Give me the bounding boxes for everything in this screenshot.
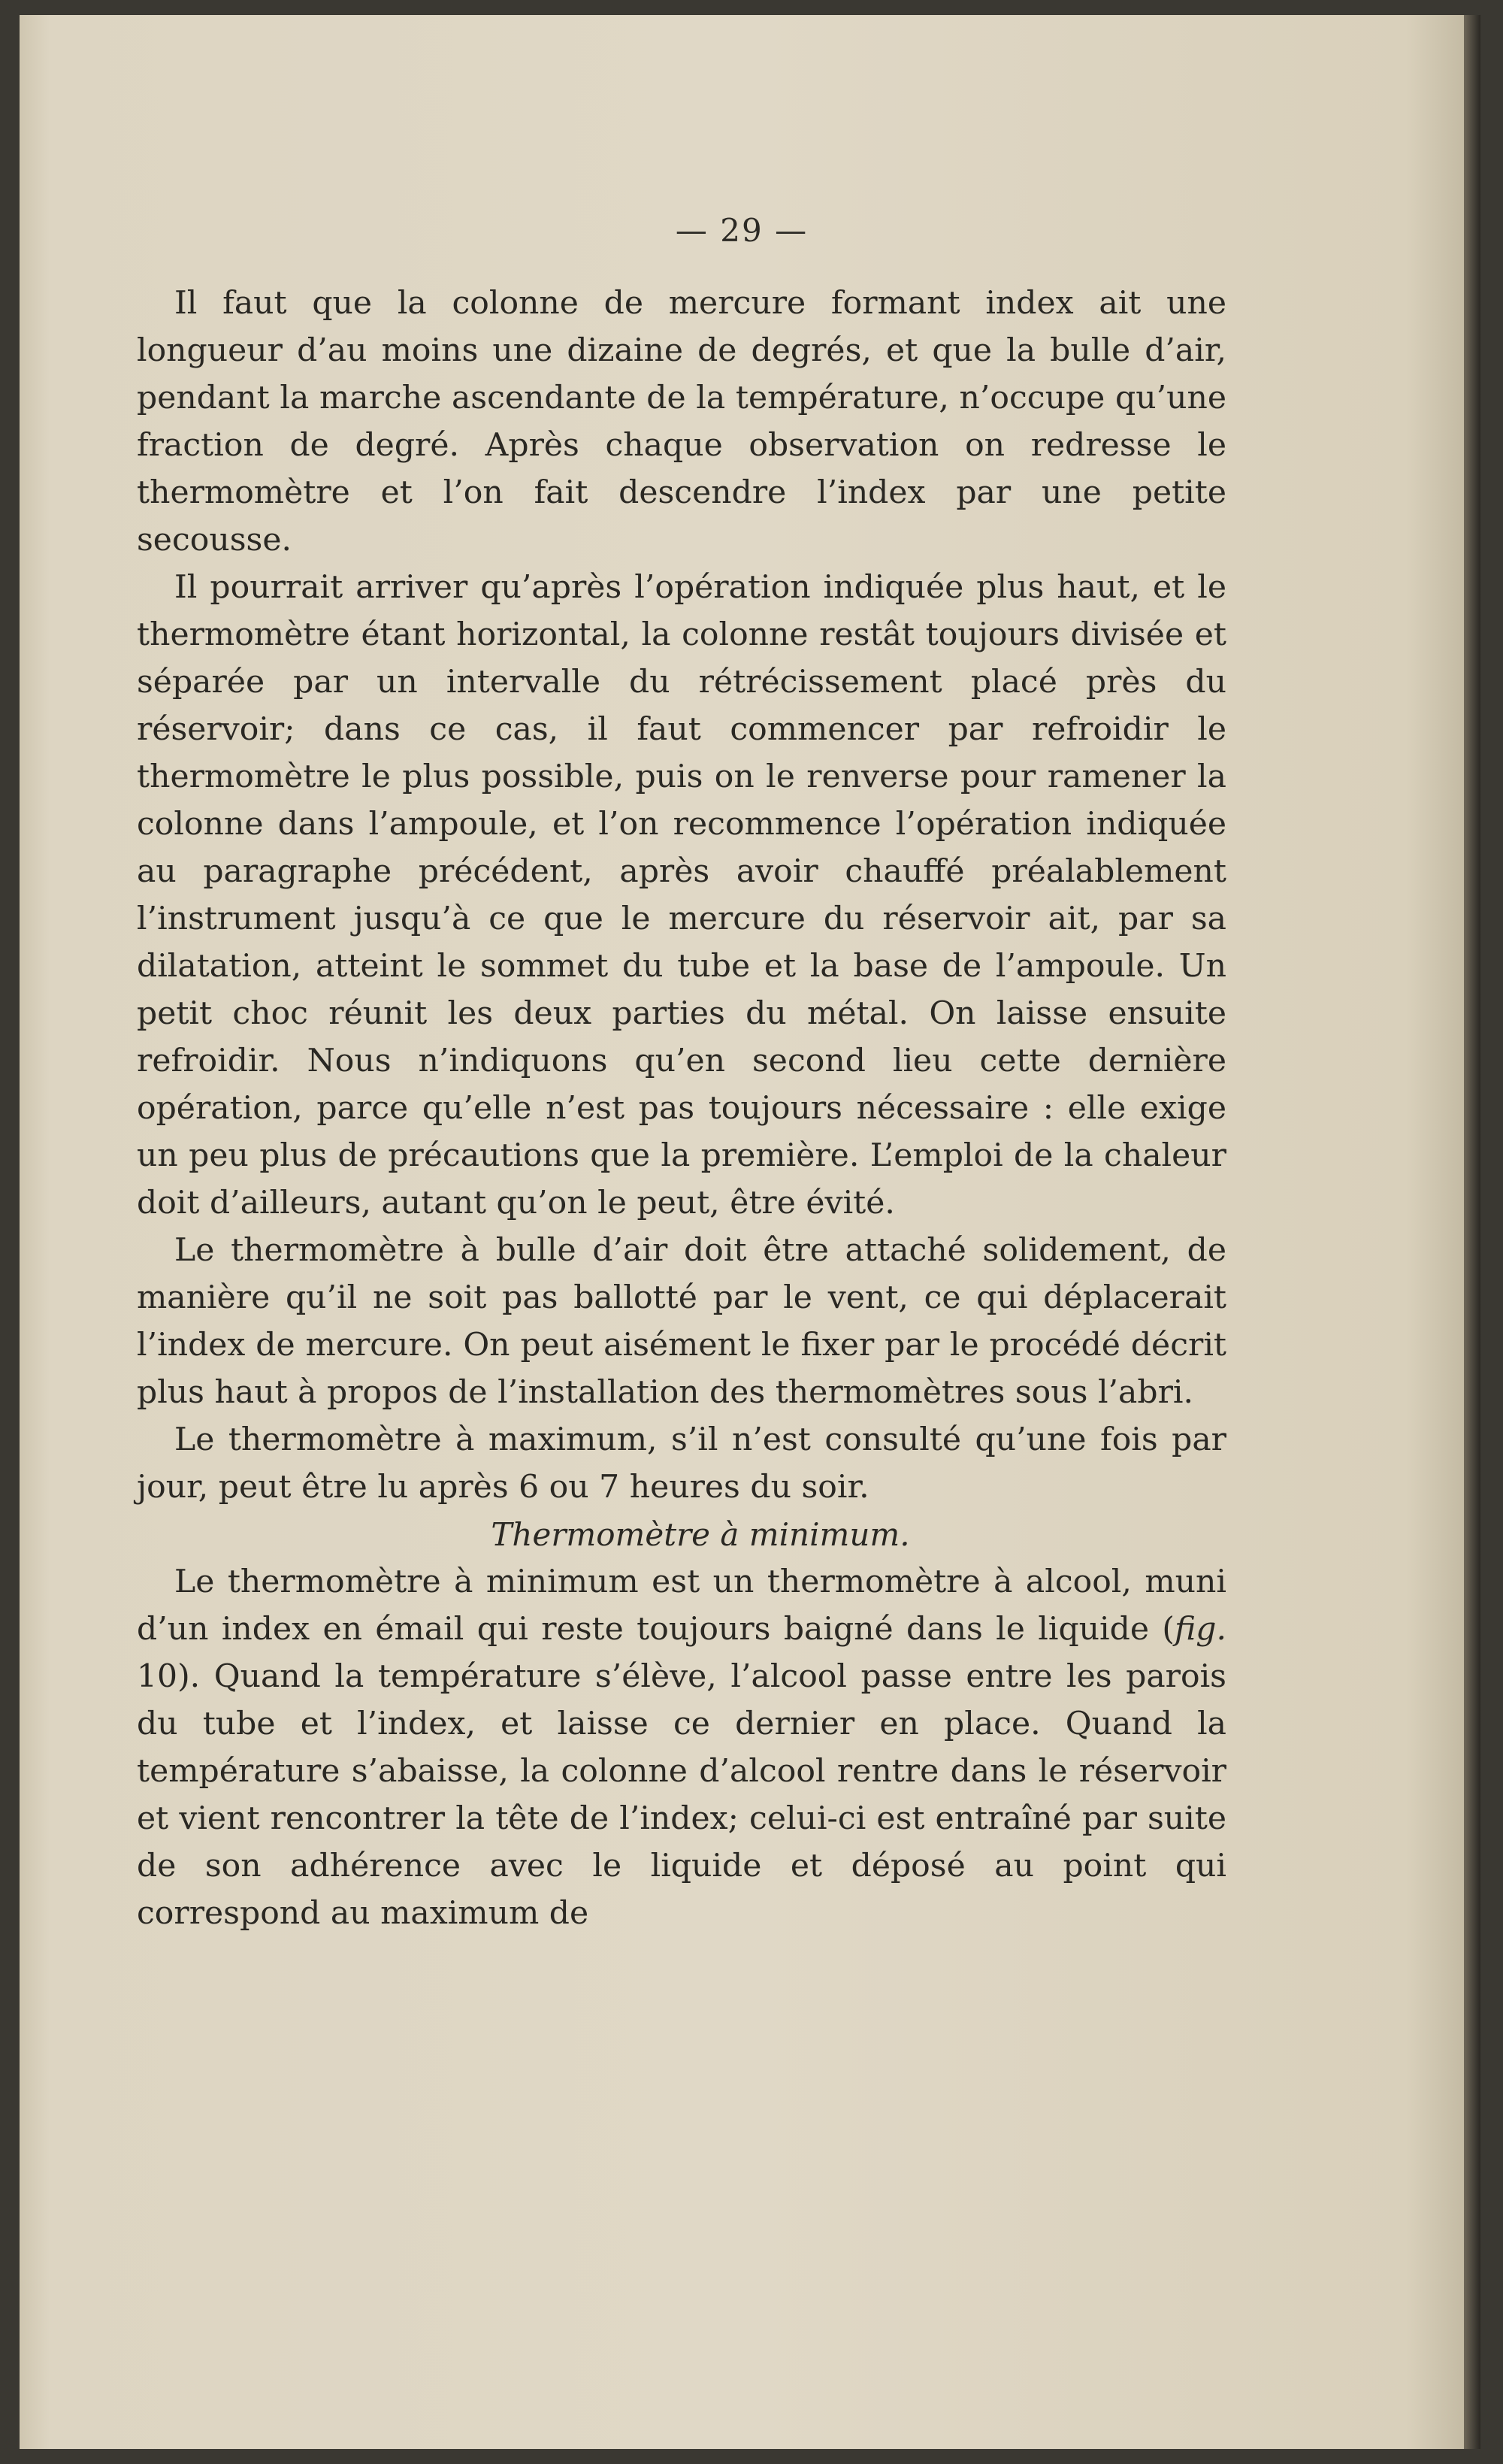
figure-number: 10 <box>137 1658 178 1695</box>
paragraph-5-start: Le thermomètre à minimum est un thermomètre à alcool, muni d’un index en émail qui reste toujours baigné dans le liquide ( <box>137 1563 1226 1648</box>
paragraph-5 <box>137 1558 1226 1937</box>
paragraph-5-end: ). Quand la température s’élève, l’alcool passe entre les parois du tube et l’index, et laisse ce dernier en place. Quand la température s’abaisse, la colonne d’alcool rentre dans le réservoir et vient rencontrer la tête de l’index; celui-ci est entraîné par suite de son adhérence avec le liquide et déposé au point qui correspond au maximum de <box>137 1658 1226 1932</box>
paragraph-4: Le thermomètre à maximum, s’il n’est consulté qu’une fois par jour, peut être lu après 6 ou 7 heures du soir. <box>137 1421 1226 1506</box>
book-page <box>20 15 1464 2449</box>
figure-reference: fig. <box>1174 1611 1226 1648</box>
section-heading: Thermomètre à minimum. <box>491 1516 910 1553</box>
paragraph-1: Il faut que la colonne de mercure formant index ait une longueur d’au moins une dizaine de degrés, et que la bulle d’air, pendant la marche ascendante de la température, n’occupe qu’une fraction de degré. Après chaque observation on redresse le thermomètre et l’on fait descendre l’index par une petite secousse. <box>137 285 1226 558</box>
book-spine-edge <box>1464 15 1480 2449</box>
paragraph-3: Le thermomètre à bulle d’air doit être attaché solidement, de manière qu’il ne soit pas ballotté par le vent, ce qui déplacerait l’index de mercure. On peut aisément le fixer par le procédé décrit plus haut à propos de l’installation des thermomètres sous l’abri. <box>137 1232 1226 1411</box>
page-number: — 29 — <box>675 212 809 249</box>
body-text <box>137 280 1226 1937</box>
paragraph-2: Il pourrait arriver qu’après l’opération indiquée plus haut, et le thermomètre étant horizontal, la colonne restât toujours divisée et séparée par un intervalle du rétrécissement placé près du réservoir; dans ce cas, il faut commencer par refroidir le thermomètre le plus possible, puis on le renverse pour ramener la colonne dans l’ampoule, et l’on recommence l’opération indiquée au paragraphe précédent, après avoir chauffé préalablement l’instrument jusqu’à ce que le mercure du réservoir ait, par sa dilatation, atteint le sommet du tube et la base de l’ampoule. Un petit choc réunit les deux parties du métal. On laisse ensuite refroidir. Nous n’indiquons qu’en second lieu cette dernière opération, parce qu’elle n’est pas toujours nécessaire : elle exige un peu plus de précautions que la première. L’emploi de la chaleur doit d’ailleurs, autant qu’on le peut, être évité. <box>137 569 1226 1221</box>
